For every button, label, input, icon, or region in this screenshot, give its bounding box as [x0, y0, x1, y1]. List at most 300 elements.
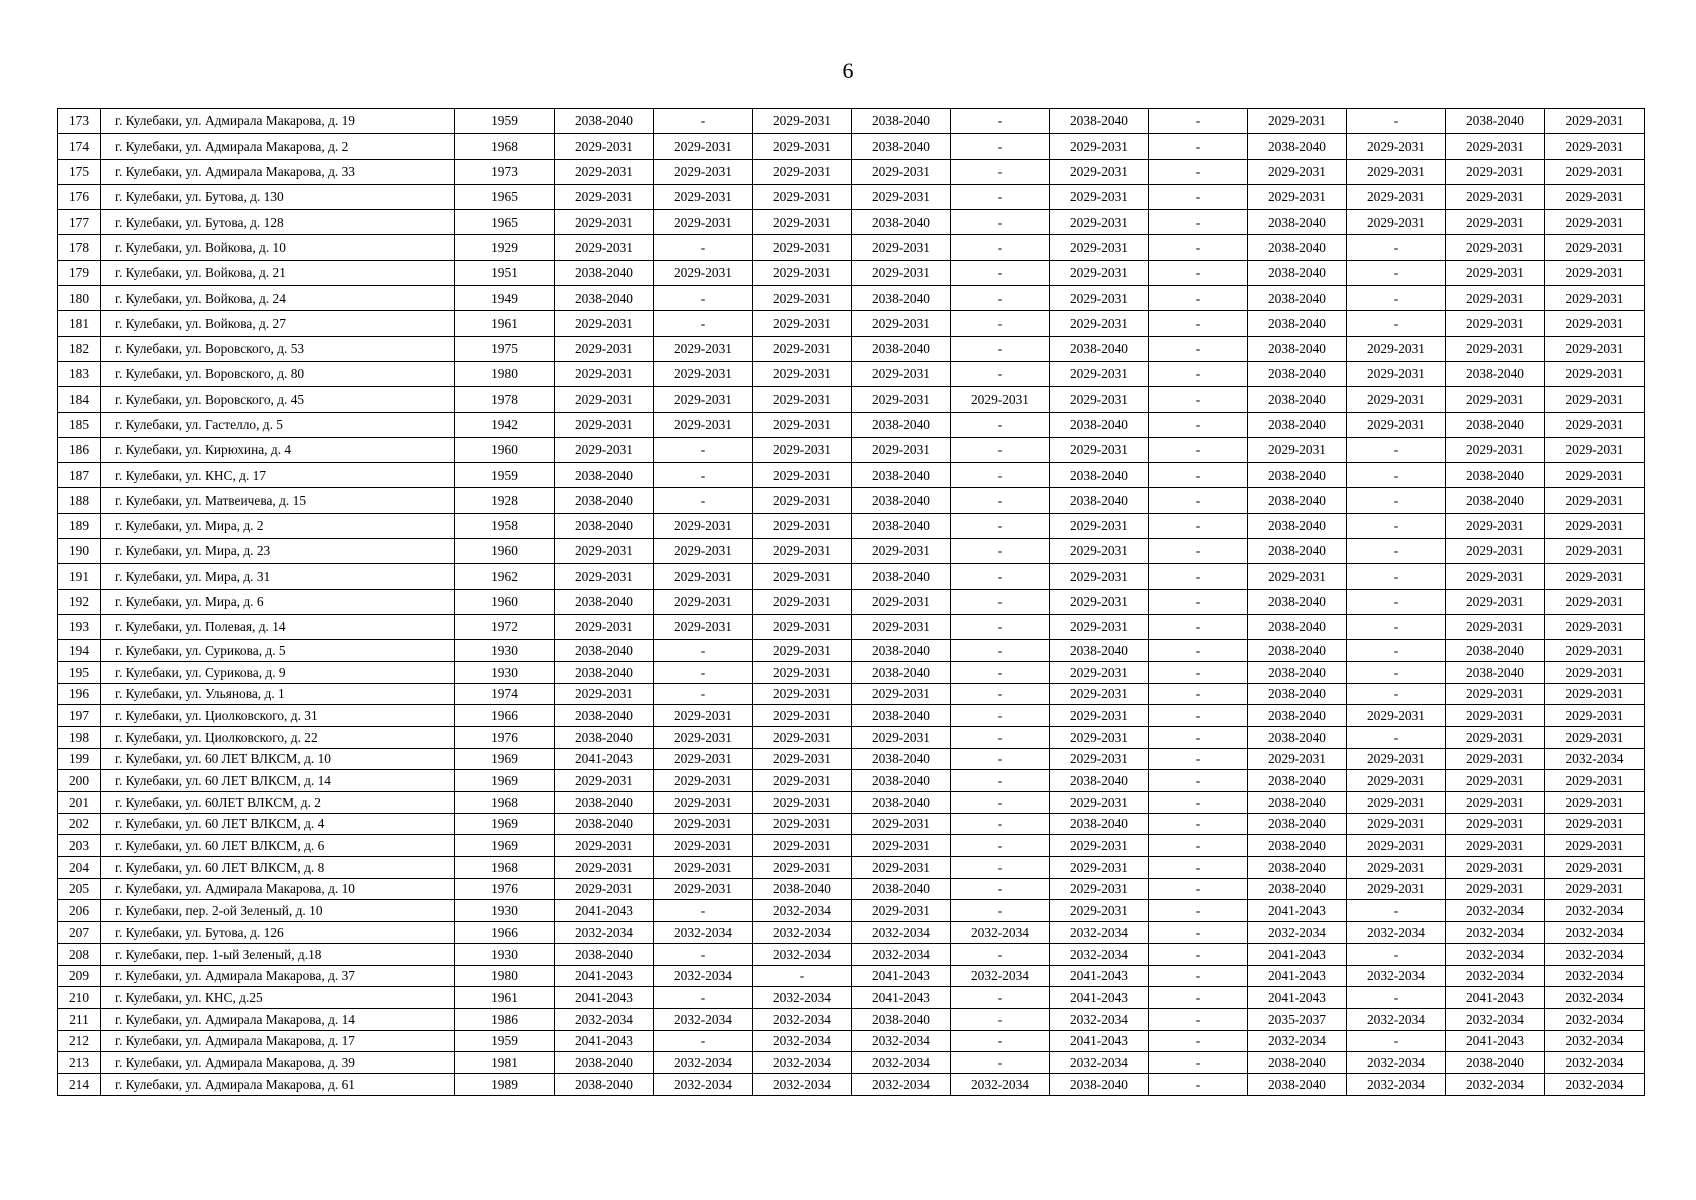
- schedule-cell: 2038-2040: [1248, 463, 1347, 488]
- schedule-cell: 2032-2034: [1347, 922, 1446, 944]
- address-cell: г. Кулебаки, ул. 60 ЛЕТ ВЛКСМ, д. 8: [101, 857, 455, 879]
- schedule-cell: 2029-2031: [1446, 614, 1545, 639]
- address-cell: г. Кулебаки, ул. 60 ЛЕТ ВЛКСМ, д. 10: [101, 748, 455, 770]
- schedule-cell: -: [951, 1052, 1050, 1074]
- schedule-cell: -: [1149, 589, 1248, 614]
- schedule-cell: 2038-2040: [1248, 589, 1347, 614]
- schedule-cell: -: [951, 661, 1050, 683]
- table-row: [58, 770, 1645, 792]
- schedule-cell: 2038-2040: [852, 513, 951, 538]
- schedule-cell: 2032-2034: [1545, 1030, 1645, 1052]
- schedule-cell: 2038-2040: [555, 1073, 654, 1095]
- schedule-cell: -: [1347, 539, 1446, 564]
- schedule-cell: 2038-2040: [1050, 412, 1149, 437]
- row-number-cell: 176: [58, 184, 101, 209]
- schedule-cell: 2029-2031: [555, 412, 654, 437]
- schedule-cell: 2041-2043: [1248, 943, 1347, 965]
- schedule-cell: 2029-2031: [753, 488, 852, 513]
- schedule-cell: -: [654, 488, 753, 513]
- schedule-cell: -: [654, 640, 753, 662]
- schedule-cell: 2038-2040: [1050, 640, 1149, 662]
- schedule-cell: 2038-2040: [753, 878, 852, 900]
- schedule-cell: 2029-2031: [1446, 184, 1545, 209]
- schedule-cell: 2029-2031: [1545, 564, 1645, 589]
- schedule-cell: 2041-2043: [1248, 900, 1347, 922]
- schedule-cell: 2038-2040: [1446, 412, 1545, 437]
- schedule-cell: 2032-2034: [1347, 965, 1446, 987]
- schedule-cell: -: [1149, 878, 1248, 900]
- schedule-cell: 2029-2031: [1050, 539, 1149, 564]
- schedule-cell: 2038-2040: [852, 705, 951, 727]
- schedule-cell: 2029-2031: [654, 387, 753, 412]
- schedule-cell: 2029-2031: [654, 210, 753, 235]
- schedule-cell: -: [951, 513, 1050, 538]
- schedule-cell: 2029-2031: [654, 705, 753, 727]
- schedule-cell: 2038-2040: [1446, 661, 1545, 683]
- schedule-cell: 2029-2031: [555, 539, 654, 564]
- schedule-cell: 2041-2043: [555, 987, 654, 1009]
- schedule-cell: 2041-2043: [1248, 965, 1347, 987]
- address-cell: г. Кулебаки, ул. Войкова, д. 24: [101, 286, 455, 311]
- schedule-cell: 2029-2031: [1050, 184, 1149, 209]
- schedule-cell: 2032-2034: [852, 1052, 951, 1074]
- schedule-cell: 2038-2040: [1446, 361, 1545, 386]
- address-cell: г. Кулебаки, пер. 2-ой Зеленый, д. 10: [101, 900, 455, 922]
- schedule-cell: -: [1149, 1052, 1248, 1074]
- table-row: [58, 513, 1645, 538]
- schedule-cell: 2032-2034: [852, 1030, 951, 1052]
- schedule-cell: 2029-2031: [555, 683, 654, 705]
- schedule-cell: 2029-2031: [753, 614, 852, 639]
- row-number-cell: 173: [58, 109, 101, 134]
- schedule-cell: 2029-2031: [1545, 361, 1645, 386]
- schedule-cell: 2032-2034: [1545, 965, 1645, 987]
- schedule-cell: 2029-2031: [1545, 813, 1645, 835]
- schedule-cell: 2029-2031: [753, 387, 852, 412]
- schedule-cell: 2029-2031: [753, 661, 852, 683]
- schedule-cell: 2029-2031: [1545, 286, 1645, 311]
- schedule-cell: -: [1149, 260, 1248, 285]
- schedule-cell: 2032-2034: [852, 922, 951, 944]
- schedule-cell: 2029-2031: [753, 437, 852, 462]
- schedule-cell: 2029-2031: [753, 539, 852, 564]
- address-cell: г. Кулебаки, ул. Войкова, д. 21: [101, 260, 455, 285]
- schedule-cell: 2038-2040: [1446, 463, 1545, 488]
- schedule-cell: 2029-2031: [852, 260, 951, 285]
- schedule-cell: 2032-2034: [1248, 1030, 1347, 1052]
- schedule-cell: 2029-2031: [654, 184, 753, 209]
- table-row: [58, 311, 1645, 336]
- schedule-cell: 2029-2031: [753, 184, 852, 209]
- schedule-cell: 2038-2040: [1248, 835, 1347, 857]
- schedule-cell: 2038-2040: [1050, 488, 1149, 513]
- schedule-cell: 2032-2034: [1545, 922, 1645, 944]
- row-number-cell: 214: [58, 1073, 101, 1095]
- year-cell: 1966: [455, 705, 555, 727]
- year-cell: 1973: [455, 159, 555, 184]
- year-cell: 1969: [455, 748, 555, 770]
- schedule-cell: -: [1149, 336, 1248, 361]
- schedule-cell: 2029-2031: [1446, 683, 1545, 705]
- table-row: [58, 813, 1645, 835]
- row-number-cell: 208: [58, 943, 101, 965]
- address-cell: г. Кулебаки, ул. Адмирала Макарова, д. 19: [101, 109, 455, 134]
- schedule-cell: -: [753, 965, 852, 987]
- schedule-cell: 2029-2031: [753, 748, 852, 770]
- schedule-cell: 2038-2040: [852, 488, 951, 513]
- table-row: [58, 437, 1645, 462]
- schedule-cell: -: [1149, 387, 1248, 412]
- schedule-cell: 2029-2031: [1347, 813, 1446, 835]
- schedule-cell: 2038-2040: [1050, 336, 1149, 361]
- schedule-cell: 2029-2031: [852, 857, 951, 879]
- schedule-cell: 2029-2031: [1050, 437, 1149, 462]
- year-cell: 1930: [455, 943, 555, 965]
- schedule-cell: 2029-2031: [1347, 412, 1446, 437]
- table-row: [58, 614, 1645, 639]
- schedule-cell: 2038-2040: [1446, 488, 1545, 513]
- schedule-cell: -: [951, 184, 1050, 209]
- schedule-cell: 2029-2031: [1545, 311, 1645, 336]
- schedule-cell: 2038-2040: [555, 640, 654, 662]
- schedule-cell: 2038-2040: [1248, 857, 1347, 879]
- address-cell: г. Кулебаки, ул. Мира, д. 23: [101, 539, 455, 564]
- schedule-cell: 2029-2031: [654, 726, 753, 748]
- schedule-cell: -: [1149, 857, 1248, 879]
- schedule-cell: 2041-2043: [1050, 965, 1149, 987]
- schedule-cell: -: [1347, 683, 1446, 705]
- schedule-cell: 2029-2031: [1347, 770, 1446, 792]
- row-number-cell: 175: [58, 159, 101, 184]
- year-cell: 1978: [455, 387, 555, 412]
- address-cell: г. Кулебаки, ул. 60 ЛЕТ ВЛКСМ, д. 4: [101, 813, 455, 835]
- schedule-cell: 2032-2034: [753, 900, 852, 922]
- row-number-cell: 199: [58, 748, 101, 770]
- schedule-cell: 2029-2031: [753, 564, 852, 589]
- address-cell: г. Кулебаки, ул. КНС, д. 17: [101, 463, 455, 488]
- schedule-cell: 2038-2040: [555, 813, 654, 835]
- schedule-cell: 2029-2031: [1545, 589, 1645, 614]
- schedule-cell: 2038-2040: [852, 463, 951, 488]
- schedule-cell: 2029-2031: [1050, 878, 1149, 900]
- schedule-cell: -: [1149, 1030, 1248, 1052]
- schedule-cell: 2032-2034: [654, 1008, 753, 1030]
- schedule-cell: 2032-2034: [1347, 1073, 1446, 1095]
- schedule-cell: -: [951, 900, 1050, 922]
- schedule-cell: 2029-2031: [1347, 857, 1446, 879]
- schedule-cell: 2032-2034: [1347, 1052, 1446, 1074]
- schedule-cell: 2038-2040: [555, 705, 654, 727]
- address-cell: г. Кулебаки, ул. 60 ЛЕТ ВЛКСМ, д. 6: [101, 835, 455, 857]
- schedule-cell: 2029-2031: [654, 748, 753, 770]
- schedule-cell: 2038-2040: [1248, 412, 1347, 437]
- table-row: [58, 1052, 1645, 1074]
- schedule-cell: 2038-2040: [555, 1052, 654, 1074]
- schedule-cell: 2029-2031: [753, 589, 852, 614]
- schedule-cell: 2029-2031: [654, 792, 753, 814]
- address-cell: г. Кулебаки, ул. Мира, д. 2: [101, 513, 455, 538]
- schedule-cell: 2029-2031: [654, 857, 753, 879]
- schedule-cell: 2032-2034: [753, 922, 852, 944]
- schedule-cell: -: [1347, 1030, 1446, 1052]
- row-number-cell: 191: [58, 564, 101, 589]
- schedule-cell: 2029-2031: [852, 900, 951, 922]
- row-number-cell: 196: [58, 683, 101, 705]
- schedule-cell: 2029-2031: [1446, 539, 1545, 564]
- schedule-cell: 2029-2031: [1050, 134, 1149, 159]
- schedule-cell: -: [1149, 109, 1248, 134]
- schedule-cell: 2032-2034: [1446, 1073, 1545, 1095]
- schedule-cell: 2029-2031: [555, 614, 654, 639]
- table-row: [58, 488, 1645, 513]
- schedule-cell: -: [951, 770, 1050, 792]
- address-cell: г. Кулебаки, ул. Воровского, д. 80: [101, 361, 455, 386]
- schedule-cell: 2029-2031: [852, 437, 951, 462]
- address-cell: г. Кулебаки, ул. Бутова, д. 130: [101, 184, 455, 209]
- schedule-cell: -: [1347, 614, 1446, 639]
- schedule-cell: 2029-2031: [654, 614, 753, 639]
- schedule-cell: 2038-2040: [1248, 878, 1347, 900]
- table-row: [58, 184, 1645, 209]
- schedule-cell: 2038-2040: [555, 286, 654, 311]
- schedule-cell: 2038-2040: [1446, 1052, 1545, 1074]
- schedule-cell: 2038-2040: [1248, 683, 1347, 705]
- schedule-cell: 2038-2040: [1248, 513, 1347, 538]
- schedule-cell: 2029-2031: [1545, 770, 1645, 792]
- schedule-cell: 2029-2031: [753, 857, 852, 879]
- schedule-cell: 2029-2031: [654, 878, 753, 900]
- schedule-cell: -: [1149, 835, 1248, 857]
- schedule-cell: -: [1347, 109, 1446, 134]
- schedule-cell: -: [654, 109, 753, 134]
- schedule-cell: 2032-2034: [1446, 900, 1545, 922]
- row-number-cell: 207: [58, 922, 101, 944]
- address-cell: г. Кулебаки, ул. Адмирала Макарова, д. 37: [101, 965, 455, 987]
- schedule-cell: 2029-2031: [753, 770, 852, 792]
- table-row: [58, 943, 1645, 965]
- schedule-cell: 2029-2031: [1347, 705, 1446, 727]
- year-cell: 1976: [455, 726, 555, 748]
- table-row: [58, 589, 1645, 614]
- schedule-cell: 2029-2031: [1545, 661, 1645, 683]
- address-cell: г. Кулебаки, ул. Адмирала Макарова, д. 14: [101, 1008, 455, 1030]
- schedule-cell: 2032-2034: [1050, 1052, 1149, 1074]
- schedule-cell: 2029-2031: [1545, 210, 1645, 235]
- schedule-cell: 2029-2031: [852, 813, 951, 835]
- table-row: [58, 1008, 1645, 1030]
- schedule-cell: 2029-2031: [654, 564, 753, 589]
- schedule-cell: 2029-2031: [1248, 748, 1347, 770]
- year-cell: 1966: [455, 922, 555, 944]
- schedule-cell: -: [951, 1030, 1050, 1052]
- table-row: [58, 564, 1645, 589]
- schedule-cell: -: [951, 311, 1050, 336]
- address-cell: г. Кулебаки, ул. Бутова, д. 126: [101, 922, 455, 944]
- schedule-cell: 2029-2031: [1248, 564, 1347, 589]
- schedule-cell: 2029-2031: [555, 235, 654, 260]
- schedule-cell: 2029-2031: [1545, 726, 1645, 748]
- schedule-cell: 2029-2031: [1545, 412, 1645, 437]
- schedule-cell: 2029-2031: [1347, 748, 1446, 770]
- schedule-cell: 2029-2031: [1050, 683, 1149, 705]
- schedule-cell: 2038-2040: [555, 589, 654, 614]
- table-row: [58, 792, 1645, 814]
- schedule-cell: -: [1149, 640, 1248, 662]
- schedule-cell: 2029-2031: [1446, 726, 1545, 748]
- schedule-cell: 2035-2037: [1248, 1008, 1347, 1030]
- schedule-cell: 2038-2040: [555, 792, 654, 814]
- schedule-cell: 2032-2034: [555, 1008, 654, 1030]
- schedule-cell: 2029-2031: [654, 770, 753, 792]
- year-cell: 1961: [455, 987, 555, 1009]
- row-number-cell: 181: [58, 311, 101, 336]
- schedule-cell: 2029-2031: [555, 184, 654, 209]
- year-cell: 1976: [455, 878, 555, 900]
- schedule-cell: 2038-2040: [1248, 210, 1347, 235]
- schedule-cell: 2029-2031: [1545, 857, 1645, 879]
- schedule-cell: 2029-2031: [654, 589, 753, 614]
- schedule-cell: 2038-2040: [852, 134, 951, 159]
- schedule-cell: 2038-2040: [1248, 260, 1347, 285]
- address-cell: г. Кулебаки, ул. Войкова, д. 10: [101, 235, 455, 260]
- schedule-cell: 2029-2031: [1545, 878, 1645, 900]
- schedule-cell: 2029-2031: [1446, 792, 1545, 814]
- schedule-cell: 2029-2031: [753, 513, 852, 538]
- schedule-cell: 2029-2031: [1545, 513, 1645, 538]
- schedule-cell: 2029-2031: [555, 387, 654, 412]
- table-row: [58, 539, 1645, 564]
- schedule-cell: -: [654, 463, 753, 488]
- schedule-cell: 2029-2031: [1446, 159, 1545, 184]
- schedule-cell: -: [1149, 792, 1248, 814]
- year-cell: 1969: [455, 813, 555, 835]
- schedule-cell: -: [1347, 589, 1446, 614]
- schedule-cell: -: [1149, 412, 1248, 437]
- schedule-cell: 2029-2031: [852, 235, 951, 260]
- row-number-cell: 205: [58, 878, 101, 900]
- row-number-cell: 192: [58, 589, 101, 614]
- address-cell: г. Кулебаки, ул. Войкова, д. 27: [101, 311, 455, 336]
- schedule-cell: 2032-2034: [951, 965, 1050, 987]
- schedule-cell: 2038-2040: [1248, 286, 1347, 311]
- schedule-cell: 2029-2031: [1446, 748, 1545, 770]
- schedule-cell: -: [951, 1008, 1050, 1030]
- schedule-cell: 2032-2034: [654, 1073, 753, 1095]
- year-cell: 1968: [455, 857, 555, 879]
- schedule-cell: 2029-2031: [654, 835, 753, 857]
- year-cell: 1980: [455, 361, 555, 386]
- schedule-cell: -: [654, 661, 753, 683]
- year-cell: 1965: [455, 210, 555, 235]
- schedule-cell: 2029-2031: [1050, 210, 1149, 235]
- schedule-cell: 2038-2040: [1248, 705, 1347, 727]
- schedule-cell: 2029-2031: [555, 336, 654, 361]
- schedule-cell: 2038-2040: [852, 661, 951, 683]
- schedule-cell: 2029-2031: [1050, 748, 1149, 770]
- table-row: [58, 748, 1645, 770]
- year-cell: 1958: [455, 513, 555, 538]
- schedule-cell: -: [1149, 748, 1248, 770]
- schedule-cell: 2029-2031: [852, 311, 951, 336]
- schedule-cell: 2041-2043: [1050, 987, 1149, 1009]
- row-number-cell: 179: [58, 260, 101, 285]
- row-number-cell: 193: [58, 614, 101, 639]
- schedule-cell: -: [951, 437, 1050, 462]
- schedule-cell: 2032-2034: [1545, 987, 1645, 1009]
- schedule-cell: -: [654, 943, 753, 965]
- schedule-cell: 2038-2040: [1248, 336, 1347, 361]
- year-cell: 1969: [455, 835, 555, 857]
- schedule-cell: 2038-2040: [1248, 726, 1347, 748]
- schedule-cell: -: [951, 748, 1050, 770]
- row-number-cell: 206: [58, 900, 101, 922]
- schedule-cell: 2041-2043: [1248, 987, 1347, 1009]
- schedule-cell: 2032-2034: [1545, 1073, 1645, 1095]
- schedule-cell: -: [654, 235, 753, 260]
- schedule-cell: 2032-2034: [1545, 900, 1645, 922]
- address-cell: г. Кулебаки, пер. 1-ый Зеленый, д.18: [101, 943, 455, 965]
- schedule-cell: 2032-2034: [555, 922, 654, 944]
- address-cell: г. Кулебаки, ул. Адмирала Макарова, д. 10: [101, 878, 455, 900]
- year-cell: 1968: [455, 792, 555, 814]
- schedule-cell: 2029-2031: [1545, 109, 1645, 134]
- schedule-cell: 2029-2031: [1050, 513, 1149, 538]
- table-row: [58, 210, 1645, 235]
- schedule-cell: 2038-2040: [1248, 813, 1347, 835]
- schedule-cell: -: [1149, 770, 1248, 792]
- address-cell: г. Кулебаки, ул. 60 ЛЕТ ВЛКСМ, д. 14: [101, 770, 455, 792]
- row-number-cell: 197: [58, 705, 101, 727]
- table-row: [58, 661, 1645, 683]
- schedule-cell: 2029-2031: [753, 683, 852, 705]
- schedule-cell: 2038-2040: [852, 412, 951, 437]
- schedule-cell: 2029-2031: [951, 387, 1050, 412]
- schedule-cell: 2038-2040: [852, 286, 951, 311]
- schedule-cell: 2032-2034: [951, 922, 1050, 944]
- schedule-cell: 2029-2031: [753, 159, 852, 184]
- schedule-cell: 2029-2031: [753, 311, 852, 336]
- year-cell: 1972: [455, 614, 555, 639]
- schedule-cell: 2038-2040: [852, 210, 951, 235]
- schedule-cell: 2032-2034: [852, 1073, 951, 1095]
- schedule-cell: 2032-2034: [1545, 1008, 1645, 1030]
- year-cell: 1968: [455, 134, 555, 159]
- schedule-cell: 2029-2031: [1446, 235, 1545, 260]
- schedule-cell: 2032-2034: [753, 987, 852, 1009]
- schedule-cell: -: [1347, 640, 1446, 662]
- address-cell: г. Кулебаки, ул. Кирюхина, д. 4: [101, 437, 455, 462]
- schedule-cell: 2041-2043: [555, 1030, 654, 1052]
- row-number-cell: 183: [58, 361, 101, 386]
- schedule-cell: -: [1149, 286, 1248, 311]
- address-cell: г. Кулебаки, ул. Мира, д. 31: [101, 564, 455, 589]
- schedule-cell: 2041-2043: [1446, 987, 1545, 1009]
- schedule-cell: 2029-2031: [1347, 878, 1446, 900]
- schedule-cell: 2029-2031: [1347, 361, 1446, 386]
- schedule-cell: 2038-2040: [1248, 1073, 1347, 1095]
- schedule-cell: -: [1347, 900, 1446, 922]
- row-number-cell: 198: [58, 726, 101, 748]
- schedule-cell: -: [1347, 661, 1446, 683]
- schedule-cell: 2038-2040: [555, 463, 654, 488]
- address-cell: г. Кулебаки, ул. Сурикова, д. 5: [101, 640, 455, 662]
- table-row: [58, 1030, 1645, 1052]
- schedule-cell: -: [951, 792, 1050, 814]
- table-body: [58, 109, 1645, 1096]
- year-cell: 1965: [455, 184, 555, 209]
- schedule-cell: 2029-2031: [654, 539, 753, 564]
- address-cell: г. Кулебаки, ул. Адмирала Макарова, д. 2: [101, 134, 455, 159]
